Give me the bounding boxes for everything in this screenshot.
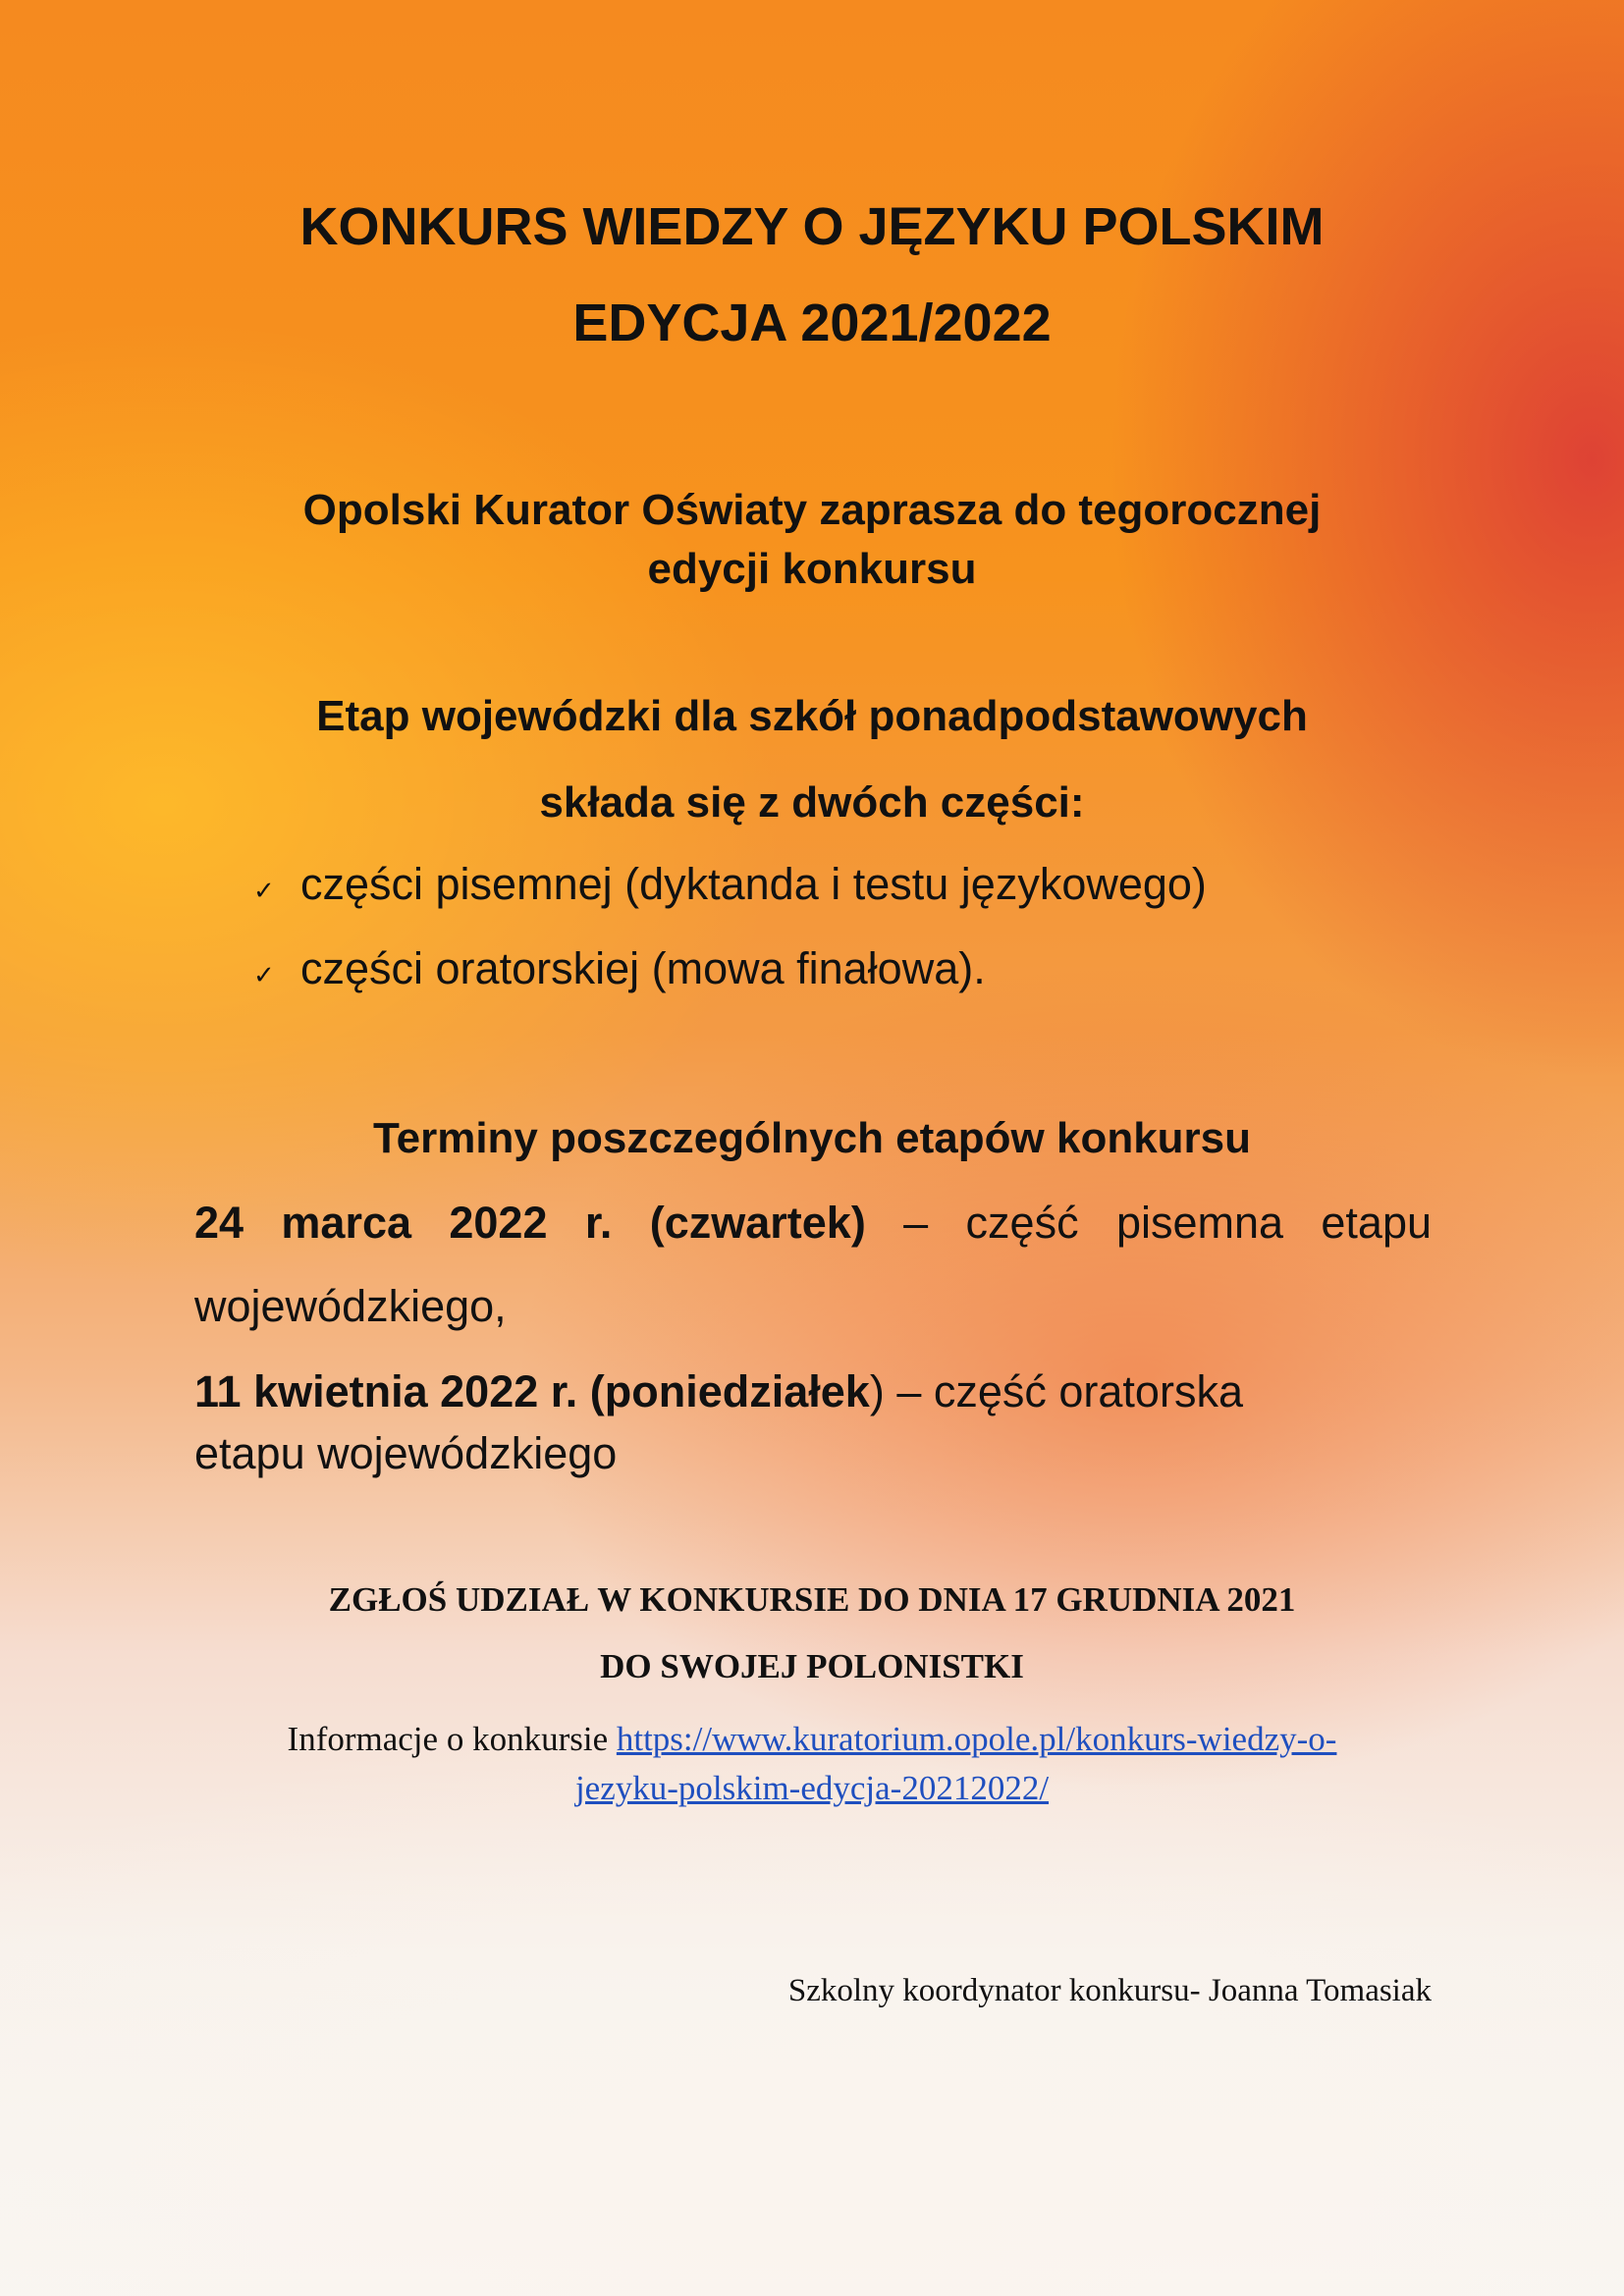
date1-rest: – część pisemna etapu bbox=[865, 1198, 1432, 1248]
signup-line-2: DO SWOJEJ POLONISTKI bbox=[600, 1647, 1024, 1685]
stage-line-2: składa się z dwóch części: bbox=[539, 778, 1085, 827]
invitation-line-1: Opolski Kurator Oświaty zaprasza do tegorocznej bbox=[302, 486, 1322, 534]
kuratorium-link[interactable]: https://www.kuratorium.opole.pl/konkurs-wiedzy-o- bbox=[616, 1720, 1337, 1758]
schedule-heading: Terminy poszczególnych etapów konkursu bbox=[372, 1114, 1252, 1162]
date2-line-2: etapu wojewódzkiego bbox=[194, 1428, 618, 1478]
title-line-1: KONKURS WIEDZY O JĘZYKU POLSKIM bbox=[299, 197, 1325, 256]
signup-line-1: ZGŁOŚ UDZIAŁ W KONKURSIE DO DNIA 17 GRUDNIA 2021 bbox=[328, 1580, 1296, 1619]
stage-line-1: Etap wojewódzki dla szkół ponadpodstawowych bbox=[316, 692, 1308, 740]
stage-part-oratory: części oratorskiej (mowa finałowa). bbox=[300, 943, 986, 993]
date2-line-1 bbox=[194, 1366, 1432, 1417]
list-item bbox=[253, 859, 1207, 943]
stage-part-written: części pisemnej (dyktanda i testu językowego) bbox=[300, 859, 1207, 909]
date1-bold: 24 marca 2022 r. (czwartek) bbox=[194, 1198, 866, 1248]
date2-bold: 11 kwietnia 2022 r. (poniedziałek bbox=[194, 1366, 870, 1416]
list-item bbox=[253, 943, 1207, 1028]
invitation-line-2: edycji konkursu bbox=[647, 545, 977, 593]
title-line-2: EDYCJA 2021/2022 bbox=[572, 294, 1052, 352]
kuratorium-link-continued[interactable]: jezyku-polskim-edycja-20212022/ bbox=[574, 1769, 1050, 1807]
info-line bbox=[0, 1720, 1624, 1759]
date1-line-1 bbox=[194, 1198, 1432, 1249]
date2-rest: ) – część oratorska bbox=[869, 1366, 1243, 1416]
check-icon: ✓ bbox=[253, 960, 275, 989]
info-link-line-2 bbox=[0, 1769, 1624, 1808]
check-icon: ✓ bbox=[253, 876, 275, 905]
date1-line-2: wojewódzkiego, bbox=[194, 1281, 507, 1331]
coordinator-note: Szkolny koordynator konkursu- Joanna Tomasiak bbox=[787, 1973, 1432, 2008]
info-label: Informacje o konkursie bbox=[287, 1720, 617, 1758]
stage-parts-list bbox=[253, 859, 1207, 1028]
